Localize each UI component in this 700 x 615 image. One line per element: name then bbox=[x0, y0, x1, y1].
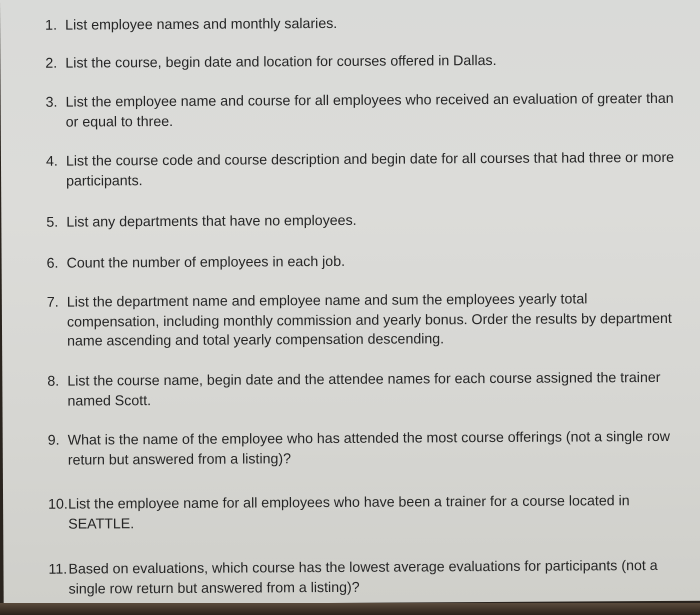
question-item bbox=[37, 492, 677, 535]
question-number: 3. bbox=[45, 94, 58, 111]
question-item bbox=[37, 557, 677, 600]
question-number: 1. bbox=[45, 17, 58, 34]
question-text: Count the number of employees in each job. bbox=[66, 253, 346, 272]
desk-edge bbox=[0, 603, 700, 615]
question-text: List the department name and employee name and sum the employees yearly total compensation, including monthly commission and yearly bonus. Order the results by department name ascending and total yearly compensation descending. bbox=[66, 291, 672, 350]
question-text: List the course, begin date and location for courses offered in Dallas. bbox=[65, 52, 497, 72]
question-item bbox=[36, 369, 676, 412]
question-item bbox=[35, 90, 675, 133]
question-item bbox=[36, 290, 676, 352]
question-number: 4. bbox=[45, 153, 58, 170]
question-text: Based on evaluations, which course has the lowest average evaluations for participants (not a single row return but answered from a listing)? bbox=[68, 557, 658, 598]
question-text: List employee names and monthly salaries. bbox=[65, 15, 338, 34]
question-number: 8. bbox=[47, 373, 60, 390]
question-item bbox=[37, 428, 677, 471]
question-number: 11. bbox=[48, 561, 68, 578]
question-item bbox=[34, 13, 674, 36]
question-text: List the employee name and course for all employees who received an evaluation of greater than or equal to three. bbox=[65, 90, 674, 131]
question-item bbox=[36, 251, 676, 274]
question-text: List the employee name for all employees who have been a trainer for a course located in SEATTLE. bbox=[68, 493, 630, 533]
question-item bbox=[35, 149, 675, 192]
question-text: List any departments that have no employees. bbox=[66, 212, 357, 231]
question-number: 2. bbox=[45, 55, 58, 72]
question-number: 10. bbox=[48, 496, 68, 513]
question-text: What is the name of the employee who has attended the most course offerings (not a single row return but answered from a listing)? bbox=[67, 428, 670, 469]
question-number: 7. bbox=[46, 294, 59, 311]
question-number: 6. bbox=[46, 255, 59, 272]
question-text: List the course name, begin date and the attendee names for each course assigned the trainer named Scott. bbox=[67, 369, 661, 410]
question-text: List the course code and course description and begin date for all courses that had three or more participants. bbox=[65, 149, 675, 190]
question-number: 9. bbox=[47, 432, 60, 449]
question-item bbox=[34, 51, 674, 74]
question-item bbox=[35, 210, 675, 233]
question-number: 5. bbox=[46, 214, 59, 231]
